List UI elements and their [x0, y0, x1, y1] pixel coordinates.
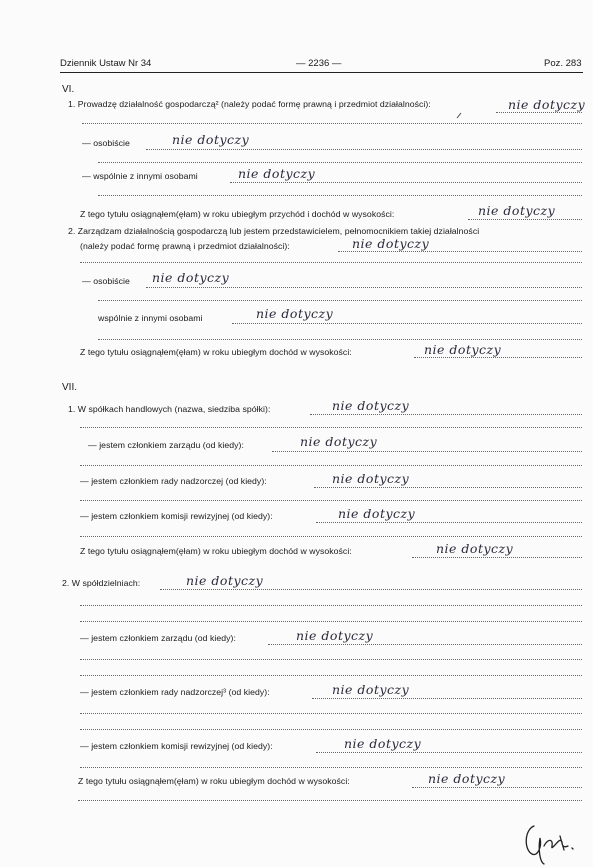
s7-item2-audit-answer: nie dotyczy: [344, 736, 422, 751]
s6-item2-text-line1: 2. Zarządzam działalnością gospodarczą lub jestem przedstawicielem, pełnomocnikiem takiej działalności: [68, 226, 480, 236]
s7-item2-text: 2. W spółdzielniach:: [62, 578, 141, 588]
s7-item2-audit: — jestem członkiem komisji rewizyjnej (od kiedy):: [80, 741, 273, 751]
s7-item2-supervisory: — jestem członkiem rady nadzorczej³ (od kiedy):: [80, 687, 270, 697]
s6-item1-answer: nie dotyczy: [508, 97, 586, 112]
s7-item1-board: — jestem członkiem zarządu (od kiedy):: [88, 440, 244, 450]
s7-item1-board-answer: nie dotyczy: [300, 434, 378, 449]
s7-item1-audit-answer: nie dotyczy: [338, 506, 416, 521]
s6-item1-jointly-answer: nie dotyczy: [238, 166, 316, 181]
s6-item2-answer: nie dotyczy: [352, 236, 430, 251]
header-journal-name: Dziennik Ustaw Nr 34: [60, 58, 152, 69]
s7-item2-supervisory-answer: nie dotyczy: [332, 682, 410, 697]
header-rule: [60, 72, 583, 73]
section-6-title: VI.: [62, 84, 75, 95]
s6-item2-individually-answer: nie dotyczy: [152, 270, 230, 285]
s6-item2-text-line2: (należy podać formę prawną i przedmiot działalności):: [80, 241, 290, 251]
s7-item1-supervisory: — jestem członkiem rady nadzorczej (od kiedy):: [80, 476, 267, 486]
header-position: Poz. 283: [544, 58, 582, 69]
s7-item1-supervisory-answer: nie dotyczy: [332, 471, 410, 486]
s6-item1-individually-answer: nie dotyczy: [172, 132, 250, 147]
s6-item2-income: Z tego tytułu osiągnąłem(ęłam) w roku ubiegłym dochód w wysokości:: [80, 347, 352, 357]
s6-item2-individually: — osobiście: [82, 276, 130, 286]
s6-item2-jointly-answer: nie dotyczy: [256, 306, 334, 321]
s7-item1-text: 1. W spółkach handlowych (nazwa, siedziba spółki):: [68, 404, 271, 414]
s7-item1-answer: nie dotyczy: [332, 398, 410, 413]
s6-item1-income-answer: nie dotyczy: [478, 203, 556, 218]
s7-item2-income: Z tego tytułu osiągnąłem(ęłam) w roku ubiegłym dochód w wysokości:: [78, 776, 350, 786]
s6-item2-income-answer: nie dotyczy: [424, 342, 502, 357]
s7-item1-audit: — jestem członkiem komisji rewizyjnej (od kiedy):: [80, 511, 273, 521]
header-page-number: — 2236 —: [296, 58, 342, 69]
s6-item1-text: 1. Prowadzę działalność gospodarczą² (należy podać formę prawną i przedmiot działalności):: [68, 99, 431, 109]
stray-mark: [455, 110, 465, 120]
s6-item2-jointly: wspólnie z innymi osobami: [98, 313, 203, 323]
s7-item2-income-answer: nie dotyczy: [428, 771, 506, 786]
s7-item2-board: — jestem członkiem zarządu (od kiedy):: [80, 633, 236, 643]
s7-item1-income-answer: nie dotyczy: [436, 541, 514, 556]
s6-item1-jointly: — wspólnie z innymi osobami: [82, 171, 198, 181]
s6-item1-individually: — osobiście: [82, 138, 130, 148]
s6-item1-income: Z tego tytułu osiągnąłem(ęłam) w roku ubiegłym przychód i dochód w wysokości:: [80, 209, 395, 219]
signature-scribble: [520, 816, 580, 866]
s7-item1-income: Z tego tytułu osiągnąłem(ęłam) w roku ubiegłym dochód w wysokości:: [80, 546, 352, 556]
s7-item2-board-answer: nie dotyczy: [296, 628, 374, 643]
section-7-title: VII.: [62, 382, 78, 393]
s7-item2-answer: nie dotyczy: [186, 573, 264, 588]
